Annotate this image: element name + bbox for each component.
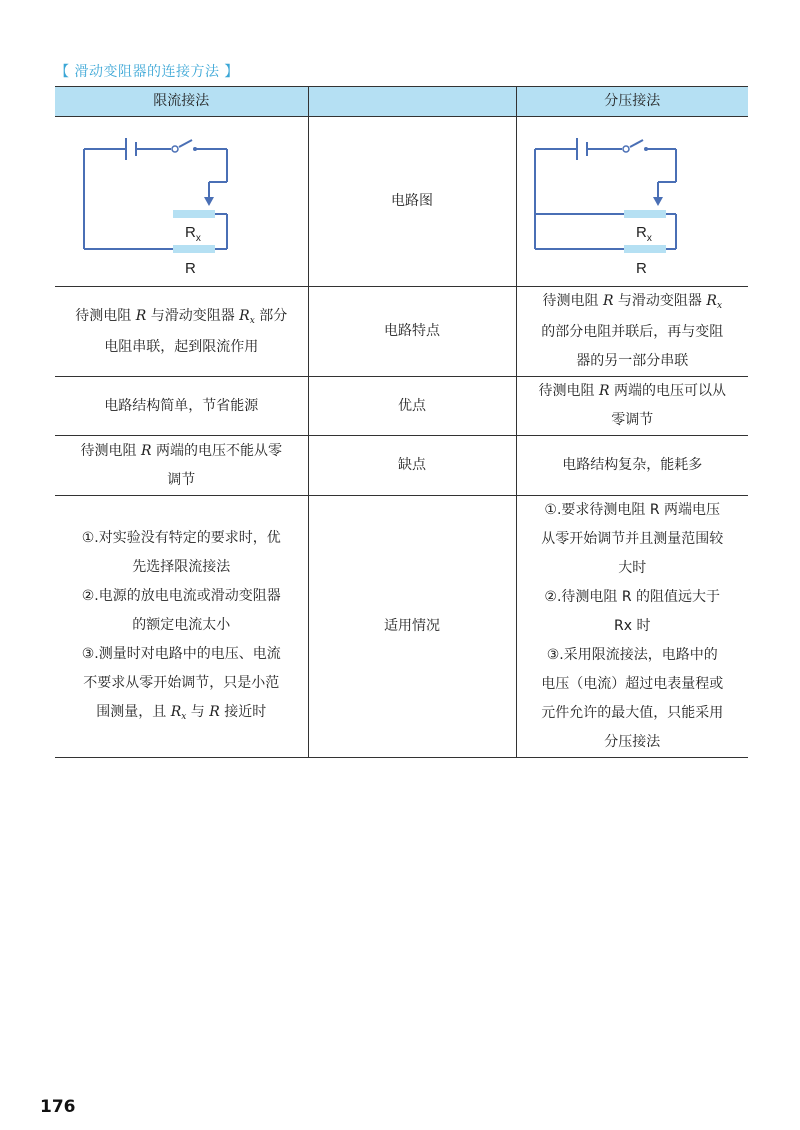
text-line: ①.对实验没有特定的要求时，优 — [81, 530, 281, 546]
var-rx-subscript: x — [716, 301, 723, 311]
limiting-disadvantages-cell — [55, 436, 308, 496]
row-label-disadvantages: 缺点 — [308, 436, 516, 496]
row-label-features: 电路特点 — [308, 287, 516, 377]
text-line: 电阻串联，起到限流作用 — [104, 338, 259, 355]
var-rx: R — [239, 307, 250, 324]
text-fragment: 待测电阻 — [80, 442, 141, 459]
text-fragment: 接近时 — [219, 704, 267, 720]
divider-applicable-cell — [516, 496, 748, 758]
divider-disadvantages-cell: 电路结构复杂，能耗多 — [516, 436, 748, 496]
text-line: 大时 — [618, 560, 647, 576]
section-title: 【 滑动变阻器的连接方法 】 — [55, 64, 239, 80]
var-r: R — [602, 293, 614, 309]
limiting-circuit-diagram — [81, 127, 281, 277]
text-line: ③.采用限流接法，电路中的 — [546, 647, 718, 663]
limiting-circuit-cell — [55, 117, 308, 287]
text-line: 的部分电阻并联后，再与变阻 — [541, 324, 724, 340]
text-fragment: 待测电阻 — [75, 307, 136, 324]
text-fragment: 与滑动变阻器 — [146, 307, 240, 324]
var-rx-subscript: x — [181, 712, 187, 722]
text-line: ③.测量时对电路中的电压、电流 — [81, 646, 281, 662]
r-label: R — [636, 259, 648, 277]
text-fragment: 待测电阻 — [538, 383, 599, 399]
text-line: ①.要求待测电阻 R 两端电压 — [544, 502, 721, 518]
divider-advantages-cell — [516, 377, 748, 436]
table-row — [55, 287, 748, 377]
svg-text:Rx — [185, 224, 201, 244]
text-line: ②.电源的放电电流或滑动变阻器 — [81, 588, 281, 604]
table-row — [55, 117, 748, 287]
var-rx: R — [170, 704, 182, 720]
r-label: R — [185, 259, 197, 277]
var-r: R — [140, 442, 152, 459]
text-line: 零调节 — [611, 412, 654, 428]
table-row — [55, 436, 748, 496]
text-fragment: 两端的电压可以从 — [609, 383, 726, 399]
header-current-limiting: 限流接法 — [55, 87, 308, 117]
text-line: ②.待测电阻 R 的阻值远大于 — [544, 589, 721, 605]
var-rx: R — [706, 293, 717, 309]
header-blank — [308, 87, 516, 117]
divider-circuit-cell — [516, 117, 748, 287]
page-number: 176 — [40, 1097, 76, 1117]
table-header-row — [55, 87, 748, 117]
text-line: 不要求从零开始调节，只是小范 — [83, 675, 280, 691]
limiting-advantages-cell: 电路结构简单，节省能源 — [55, 377, 308, 436]
text-fragment: 待测电阻 — [542, 293, 603, 309]
table-row — [55, 496, 748, 758]
text-line: 的额定电流太小 — [132, 617, 231, 633]
limiting-applicable-cell — [55, 496, 308, 758]
text-line: 从零开始调节并且测量范围较 — [541, 531, 724, 547]
rx-subscript: x — [647, 232, 653, 244]
text-line: 先选择限流接法 — [132, 559, 231, 575]
limiting-features-cell — [55, 287, 308, 377]
divider-features-cell — [516, 287, 748, 377]
row-label-applicable: 适用情况 — [308, 496, 516, 758]
rx-label: R — [185, 223, 197, 241]
text-fragment: 与 — [186, 704, 210, 720]
svg-text:Rx — [636, 224, 652, 244]
text-fragment: 两端的电压不能从零 — [151, 442, 282, 459]
header-voltage-divider: 分压接法 — [516, 87, 748, 117]
text-line: 调节 — [167, 471, 196, 488]
var-r: R — [598, 383, 610, 399]
var-rx-subscript: x — [249, 315, 255, 326]
divider-circuit-diagram — [532, 127, 732, 277]
rx-label: R — [636, 223, 648, 241]
text-line: Rx 时 — [614, 618, 651, 634]
row-label-advantages: 优点 — [308, 377, 516, 436]
comparison-table — [55, 86, 748, 758]
text-fragment: 与滑动变阻器 — [613, 293, 707, 309]
text-line: 电压（电流）超过电表量程或 — [541, 676, 724, 692]
text-line: 分压接法 — [604, 734, 661, 750]
table-row — [55, 377, 748, 436]
var-r: R — [209, 704, 220, 720]
text-fragment: 部分 — [254, 307, 288, 324]
rx-subscript: x — [196, 232, 202, 244]
text-line: 器的另一部分串联 — [576, 353, 689, 369]
var-r: R — [135, 307, 147, 324]
row-label-diagram: 电路图 — [308, 117, 516, 287]
text-fragment: 围测量，且 — [96, 704, 171, 720]
text-line: 元件允许的最大值，只能采用 — [541, 705, 724, 721]
